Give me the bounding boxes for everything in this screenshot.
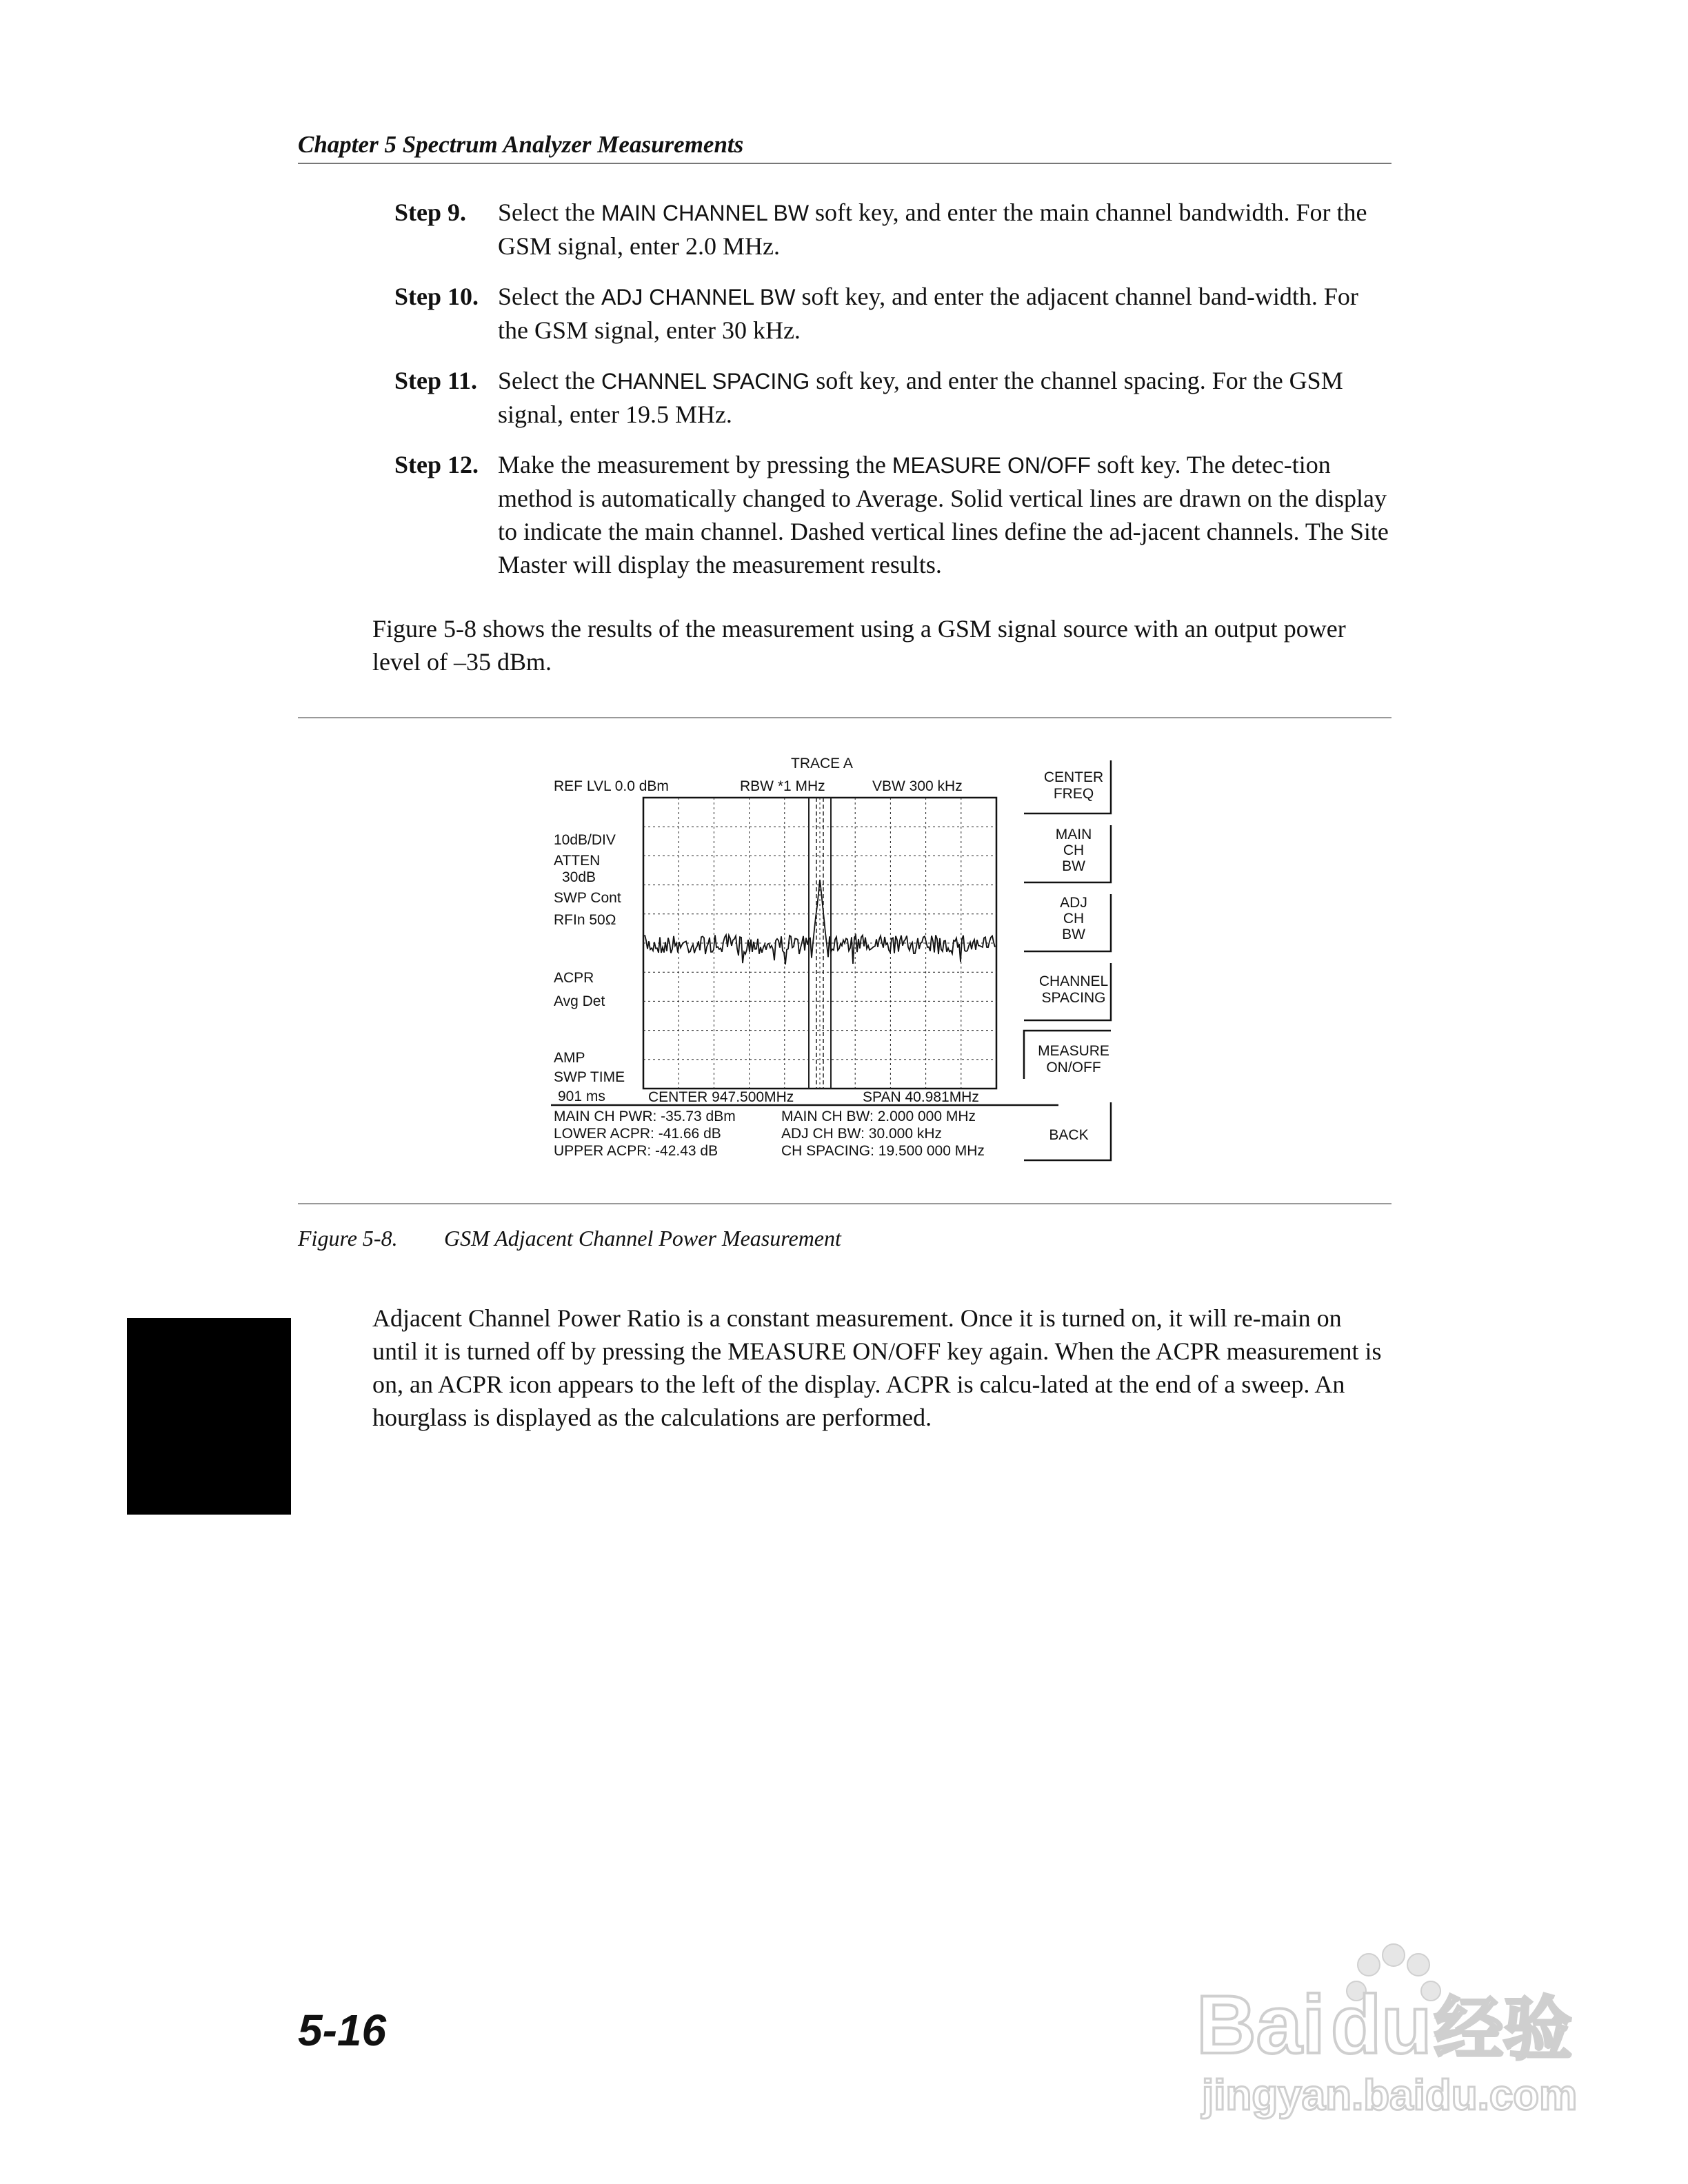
detector-label: Avg Det xyxy=(554,993,605,1009)
step-number: Step 9. xyxy=(394,199,467,226)
paw-logo-icon xyxy=(1196,1937,1596,2123)
svg-text:FREQ: FREQ xyxy=(1053,786,1094,802)
svg-text:BW: BW xyxy=(1062,858,1085,874)
step-text: Make the measurement by pressing the MEASURE ON/OFF soft key. The detec-tion method is automatically changed to Average. Solid vertical lines are drawn on the display to indicate the main channel. Dashed vertical lines define the ad-jacent channels. The Site Master will display the measurement results. xyxy=(498,451,1389,578)
channel-spacing-value: CH SPACING: 19.500 000 MHz xyxy=(781,1143,985,1159)
svg-text:CHANNEL: CHANNEL xyxy=(1038,973,1109,989)
svg-text:BACK: BACK xyxy=(1049,1127,1089,1143)
lower-acpr: LOWER ACPR: -41.66 dB xyxy=(554,1126,721,1142)
step-12 xyxy=(394,448,1394,581)
step-text: Select the CHANNEL SPACING soft key, and enter the channel spacing. For the GSM signal, enter 19.5 MHz. xyxy=(498,367,1343,428)
upper-acpr: UPPER ACPR: -42.43 dB xyxy=(554,1143,719,1159)
adjacent-channel-bw: ADJ CH BW: 30.000 kHz xyxy=(781,1126,943,1142)
svg-text:CH: CH xyxy=(1063,842,1085,858)
step-text: Select the ADJ CHANNEL BW soft key, and enter the adjacent channel band-width. For the GSM signal, enter 30 kHz. xyxy=(498,283,1358,344)
svg-text:Bai: Bai xyxy=(1196,1979,1325,2071)
step-number: Step 10. xyxy=(394,283,479,310)
center-frequency-label: CENTER 947.500MHz xyxy=(648,1089,794,1105)
intro-paragraph: Figure 5-8 shows the results of the measurement using a GSM signal source with an output power level of –35 dBm. xyxy=(372,615,1346,676)
soft-key-name: MEASURE ON/OFF xyxy=(892,453,1091,478)
vbw-label: VBW 300 kHz xyxy=(872,778,963,794)
ref-level-label: REF LVL 0.0 dBm xyxy=(554,778,669,794)
figure-caption xyxy=(298,1226,841,1251)
soft-key-name: MAIN CHANNEL BW xyxy=(601,201,810,225)
caption-label: Figure 5-8. xyxy=(298,1226,398,1251)
soft-key-measure-on-off[interactable] xyxy=(1024,1031,1111,1079)
figure-top-rule xyxy=(298,717,1391,718)
sweep-label: SWP Cont xyxy=(554,890,621,906)
chapter-header: Chapter 5 Spectrum Analyzer Measurements xyxy=(298,131,744,158)
step-text: Select the MAIN CHANNEL BW soft key, and enter the main channel bandwidth. For the GSM signal, enter 2.0 MHz. xyxy=(498,199,1367,260)
rf-input-label: RFIn 50Ω xyxy=(554,912,616,928)
svg-text:MEASURE: MEASURE xyxy=(1038,1043,1109,1059)
step-number: Step 12. xyxy=(394,451,479,478)
chapter-thumb-tab xyxy=(127,1318,291,1515)
svg-text:CENTER: CENTER xyxy=(1043,769,1104,785)
svg-text:经验: 经验 xyxy=(1434,1989,1572,2070)
soft-key-channel-spacing[interactable] xyxy=(1024,963,1111,1020)
step-10 xyxy=(394,280,1394,347)
svg-text:BW: BW xyxy=(1062,927,1085,942)
caption-text: GSM Adjacent Channel Power Measurement xyxy=(444,1226,841,1251)
rbw-label: RBW *1 MHz xyxy=(740,778,825,794)
sweep-time-label: SWP TIME xyxy=(554,1069,625,1085)
svg-text:ADJ: ADJ xyxy=(1060,895,1087,911)
main-channel-power: MAIN CH PWR: -35.73 dBm xyxy=(554,1109,736,1124)
sweep-time-value: 901 ms xyxy=(558,1089,605,1104)
page-number: 5-16 xyxy=(298,2005,387,2055)
step-11 xyxy=(394,364,1394,431)
span-label: SPAN 40.981MHz xyxy=(863,1089,979,1105)
atten-label: ATTEN xyxy=(554,853,601,869)
header-rule xyxy=(298,163,1391,164)
step-9 xyxy=(394,196,1394,263)
svg-text:SPACING: SPACING xyxy=(1041,990,1106,1006)
step-number: Step 11. xyxy=(394,367,478,394)
svg-text:jingyan.baidu.com: jingyan.baidu.com xyxy=(1202,2072,1578,2119)
soft-key-center-freq[interactable] xyxy=(1024,760,1111,813)
trace-label: TRACE A xyxy=(791,756,853,771)
amp-label: AMP xyxy=(554,1050,585,1066)
baidu-watermark xyxy=(1196,1937,1596,2123)
soft-key-back[interactable] xyxy=(1024,1102,1111,1160)
acpr-label: ACPR xyxy=(554,970,594,986)
figure-bottom-rule xyxy=(298,1203,1391,1204)
svg-text:du: du xyxy=(1331,1979,1432,2071)
spectrum-display-figure xyxy=(548,748,1141,1189)
closing-paragraph: Adjacent Channel Power Ratio is a constant measurement. Once it is turned on, it will re-main on until it is turned off by pressing the MEASURE ON/OFF key again. When the ACPR measurement is on, an ACPR icon appears to the left of the display. ACPR is calcu-lated at the end of a sweep. An hourglass is displayed as the calculations are performed. xyxy=(372,1304,1382,1431)
svg-text:ON/OFF: ON/OFF xyxy=(1046,1060,1101,1075)
scale-label: 10dB/DIV xyxy=(554,832,616,848)
svg-text:MAIN: MAIN xyxy=(1055,827,1092,842)
atten-value: 30dB xyxy=(562,869,596,885)
main-channel-bw: MAIN CH BW: 2.000 000 MHz xyxy=(781,1109,976,1124)
svg-text:CH: CH xyxy=(1063,911,1085,927)
soft-key-main-ch-bw[interactable] xyxy=(1024,825,1111,882)
spectrum-display xyxy=(548,748,1141,1189)
soft-key-name: ADJ CHANNEL BW xyxy=(601,285,796,310)
soft-key-name: CHANNEL SPACING xyxy=(601,369,810,394)
soft-key-adj-ch-bw[interactable] xyxy=(1024,894,1111,951)
